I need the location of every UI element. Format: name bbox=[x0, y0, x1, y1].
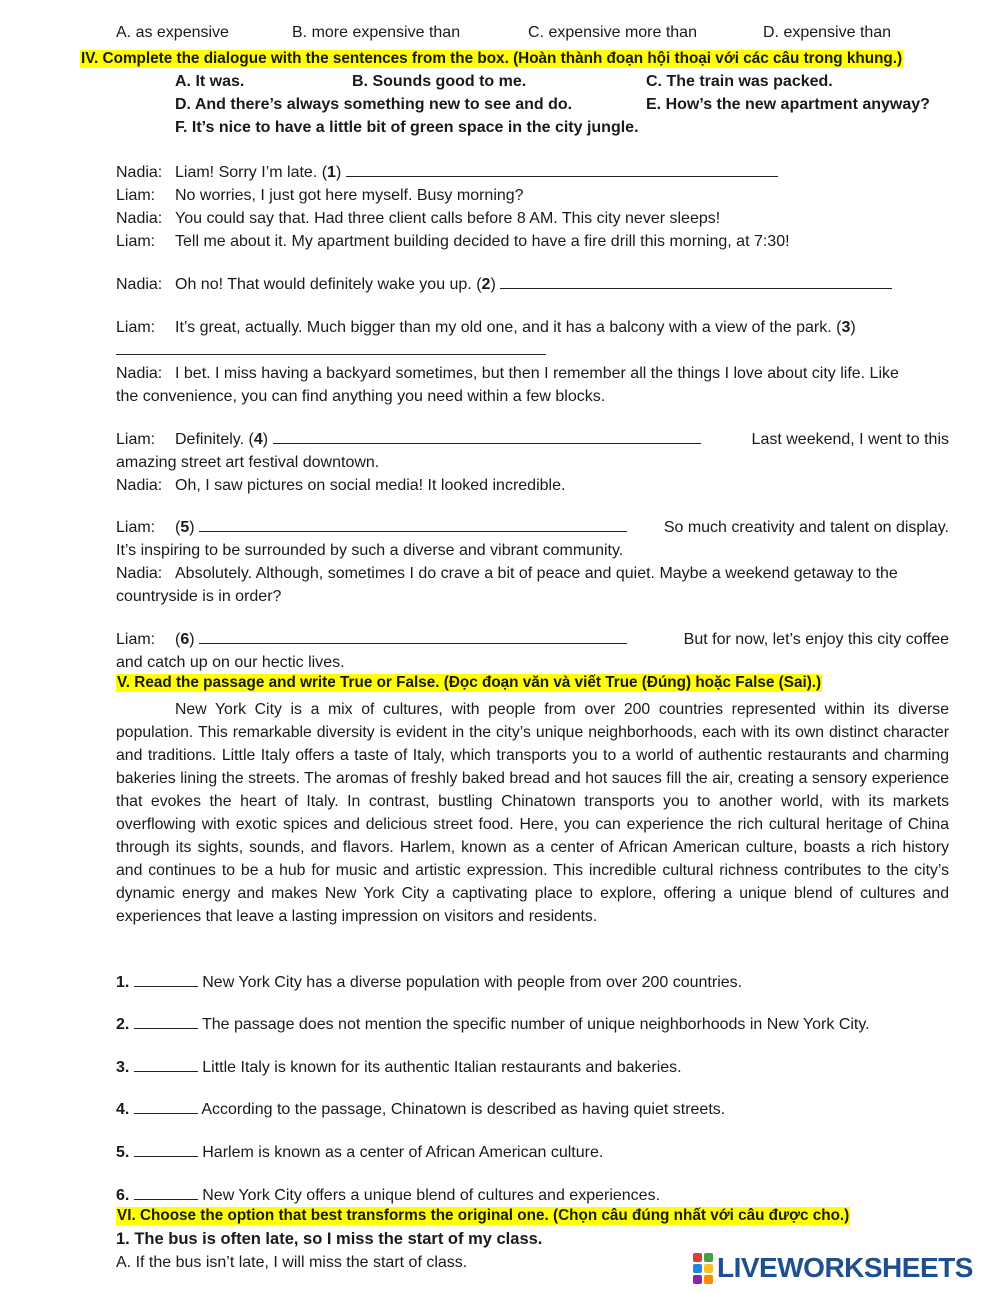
speaker-liam: Liam: bbox=[116, 431, 156, 448]
speaker-nadia: Nadia: bbox=[116, 276, 163, 293]
box-option-d: D. And there’s always something new to see and do. bbox=[175, 96, 573, 113]
section-6-heading: VI. Choose the option that best transforms the original one. (Chọn câu đúng nhất với câu được cho.) bbox=[117, 1207, 850, 1224]
speaker-liam: Liam: bbox=[116, 631, 156, 648]
dialogue-line-9: Nadia: Oh, I saw pictures on social media! It looked incredible. bbox=[116, 474, 949, 497]
dialogue-line-2: Liam: No worries, I just got here myself. Busy morning? bbox=[116, 184, 949, 207]
dialogue-line-5: Nadia: Oh no! That would definitely wake you up. (2) bbox=[116, 273, 949, 296]
tf-item-6: 6. New York City offers a unique blend of cultures and experiences. bbox=[116, 1187, 661, 1204]
logo-text: LIVEWORKSHEETS bbox=[717, 1252, 973, 1283]
speaker-nadia: Nadia: bbox=[116, 477, 163, 494]
box-option-f: F. It’s nice to have a little bit of green space in the city jungle. bbox=[175, 119, 639, 136]
speaker-nadia: Nadia: bbox=[116, 565, 163, 582]
tf-blank-4[interactable] bbox=[134, 1099, 198, 1114]
tf-blank-2[interactable] bbox=[134, 1014, 198, 1029]
tf-item-2: 2. The passage does not mention the specific number of unique neighborhoods in New York City. bbox=[116, 1016, 870, 1033]
answer-blank-3[interactable] bbox=[116, 340, 546, 355]
dialogue-line-11: Nadia: Absolutely. Although, sometimes I do crave a bit of peace and quiet. Maybe a weekend getaway to the bbox=[116, 562, 949, 585]
tf-blank-3[interactable] bbox=[134, 1057, 198, 1072]
tf-item-4: 4. According to the passage, Chinatown is described as having quiet streets. bbox=[116, 1101, 726, 1118]
dialogue-line-7: Nadia: I bet. I miss having a backyard sometimes, but then I remember all the things I love about city life. Like bbox=[116, 362, 949, 385]
speaker-liam: Liam: bbox=[116, 233, 156, 250]
dialogue-line-8b: amazing street art festival downtown. bbox=[116, 454, 380, 471]
speaker-nadia: Nadia: bbox=[116, 210, 163, 227]
option-c: C. expensive more than bbox=[528, 24, 697, 41]
logo-mark-icon bbox=[693, 1253, 713, 1284]
dialogue-line-1: Nadia: Liam! Sorry I’m late. (1) bbox=[116, 161, 949, 184]
dialogue-line-6: Liam: It’s great, actually. Much bigger than my old one, and it has a balcony with a view of the park. (3) bbox=[116, 316, 949, 339]
speaker-liam: Liam: bbox=[116, 187, 156, 204]
option-b: B. more expensive than bbox=[292, 24, 461, 41]
dialogue-line-11b: countryside is in order? bbox=[116, 588, 282, 605]
question-1: 1. The bus is often late, so I miss the start of my class. bbox=[116, 1230, 543, 1248]
reading-passage: New York City is a mix of cultures, with people from over 200 countries represented within its diverse population. This remarkable diversity is evident in the city’s unique neighborhoods, each with its own distinct character and traditions. Little Italy offers a taste of Italy, which transports you to a world of authentic restaurants and charming bakeries lining the streets. The aromas of freshly baked bread and hot sauces fill the air, creating a sensory experience that evokes the heart of Italy. In contrast, bustling Chinatown transports you to another world, with its markets overflowing with exotic spices and delicious street food. Here, you can experience the rich cultural heritage of China through its sights, sounds, and flavors. Harlem, known as a center of African American culture, boasts a rich history and continues to be a hub for music and artistic expression. This incredible cultural richness contributes to the city’s dynamic energy and makes New York City a captivating place to explore, offering a unique blend of cultures and experiences that leave a lasting impression on visitors and residents. bbox=[116, 701, 949, 925]
section-4-heading: IV. Complete the dialogue with the sentences from the box. (Hoàn thành đoạn hội thoại với các câu trong khung.) bbox=[81, 50, 903, 67]
answer-blank-5[interactable] bbox=[199, 517, 627, 532]
answer-blank-2[interactable] bbox=[500, 274, 892, 289]
box-option-a: A. It was. bbox=[175, 73, 245, 90]
speaker-nadia: Nadia: bbox=[116, 164, 163, 181]
dialogue-line-8: Liam: Definitely. (4) Last weekend, I went to this bbox=[116, 428, 949, 451]
box-option-c: C. The train was packed. bbox=[646, 73, 833, 90]
answer-blank-6[interactable] bbox=[199, 629, 627, 644]
liveworksheets-logo bbox=[693, 1252, 973, 1284]
speaker-liam: Liam: bbox=[116, 519, 156, 536]
speaker-nadia: Nadia: bbox=[116, 365, 163, 382]
box-option-e: E. How’s the new apartment anyway? bbox=[646, 96, 930, 113]
dialogue-line-6b bbox=[116, 339, 949, 362]
dialogue-line-12: Liam: (6) But for now, let’s enjoy this city coffee bbox=[116, 628, 949, 651]
dialogue-line-10b: It’s inspiring to be surrounded by such a diverse and vibrant community. bbox=[116, 542, 624, 559]
answer-blank-4[interactable] bbox=[273, 429, 701, 444]
tf-item-1: 1. New York City has a diverse population with people from over 200 countries. bbox=[116, 974, 743, 991]
tf-blank-6[interactable] bbox=[134, 1185, 198, 1200]
dialogue-line-12b: and catch up on our hectic lives. bbox=[116, 654, 345, 671]
dialogue-line-4: Liam: Tell me about it. My apartment building decided to have a fire drill this morning, at 7:30! bbox=[116, 230, 949, 253]
option-a: A. as expensive bbox=[116, 24, 229, 41]
dialogue-line-3: Nadia: You could say that. Had three client calls before 8 AM. This city never sleeps! bbox=[116, 207, 949, 230]
box-option-b: B. Sounds good to me. bbox=[352, 73, 527, 90]
dialogue-line-7b: the convenience, you can find anything you need within a few blocks. bbox=[116, 388, 606, 405]
tf-item-5: 5. Harlem is known as a center of African American culture. bbox=[116, 1144, 604, 1161]
speaker-liam: Liam: bbox=[116, 319, 156, 336]
section-5-heading: V. Read the passage and write True or False. (Đọc đoạn văn và viết True (Đúng) hoặc False (Sai).) bbox=[117, 674, 822, 691]
answer-blank-1[interactable] bbox=[346, 162, 778, 177]
tf-blank-1[interactable] bbox=[134, 972, 198, 987]
tf-item-3: 3. Little Italy is known for its authentic Italian restaurants and bakeries. bbox=[116, 1059, 682, 1076]
dialogue-line-10: Liam: (5) So much creativity and talent on display. bbox=[116, 516, 949, 539]
question-1-option-a[interactable]: A. If the bus isn’t late, I will miss the start of class. bbox=[116, 1254, 468, 1271]
tf-blank-5[interactable] bbox=[134, 1142, 198, 1157]
option-d: D. expensive than bbox=[763, 24, 892, 41]
